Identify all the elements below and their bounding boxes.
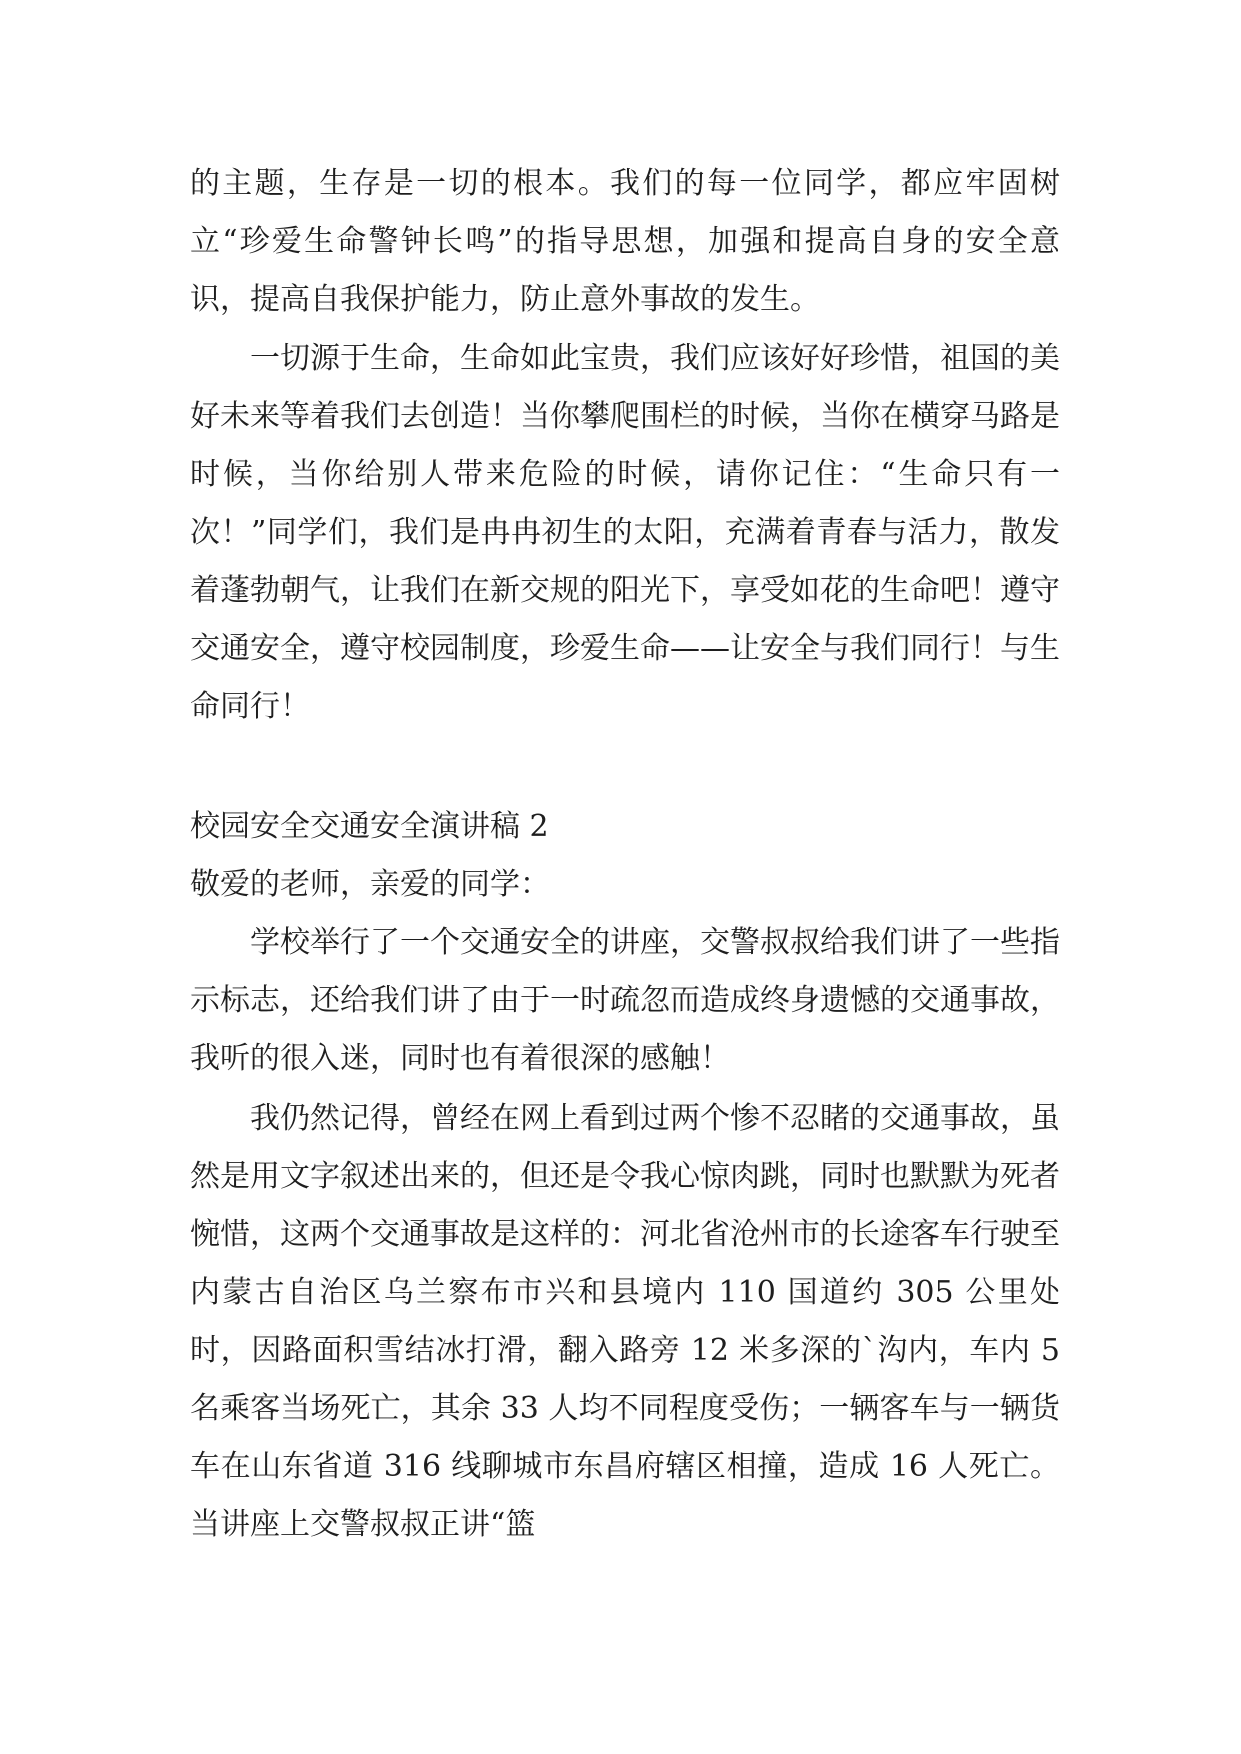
paragraph-conclusion — [190, 330, 1060, 736]
paragraph-text: 的主题，生存是一切的根本。我们的每一位同学，都应牢固树立“珍爱生命警钟长鸣”的指导思想，加强和提高自身的安全意识，提高自我保护能力，防止意外事故的发生。 — [190, 166, 1060, 317]
section-title — [190, 798, 1060, 856]
paragraph-intro — [190, 914, 1060, 1088]
greeting-text: 敬爱的老师，亲爱的同学： — [190, 867, 550, 902]
paragraph-accidents — [190, 1090, 1060, 1554]
paragraph-text: 学校举行了一个交通安全的讲座，交警叔叔给我们讲了一些指示标志，还给我们讲了由于一时疏忽而造成终身遗憾的交通事故，我听的很入迷，同时也有着很深的感触！ — [190, 925, 1060, 1076]
section-title-text: 校园安全交通安全演讲稿 2 — [190, 809, 549, 844]
paragraph-continued — [190, 155, 1060, 329]
paragraph-text: 一切源于生命，生命如此宝贵，我们应该好好珍惜，祖国的美好未来等着我们去创造！当你攀爬围栏的时候，当你在横穿马路是时候，当你给别人带来危险的时候，请你记住：“生命只有一次！”同学们，我们是冉冉初生的太阳，充满着青春与活力，散发着蓬勃朝气，让我们在新交规的阳光下，享受如花的生命吧！遵守交通安全，遵守校园制度，珍爱生命——让安全与我们同行！与生命同行！ — [190, 341, 1060, 724]
paragraph-text: 我仍然记得，曾经在网上看到过两个惨不忍睹的交通事故，虽然是用文字叙述出来的，但还是令我心惊肉跳，同时也默默为死者惋惜，这两个交通事故是这样的：河北省沧州市的长途客车行驶至内蒙古自治区乌兰察布市兴和县境内 110 国道约 305 公里处时，因路面积雪结冰打滑，翻入路旁 12 米多深的`沟内，车内 5 名乘客当场死亡，其余 33 人均不同程度受伤；一辆客车与一辆货车在山东省道 316 线聊城市东昌府辖区相撞，造成 16 人死亡。当讲座上交警叔叔正讲“篮 — [190, 1101, 1060, 1542]
greeting — [190, 856, 1060, 914]
